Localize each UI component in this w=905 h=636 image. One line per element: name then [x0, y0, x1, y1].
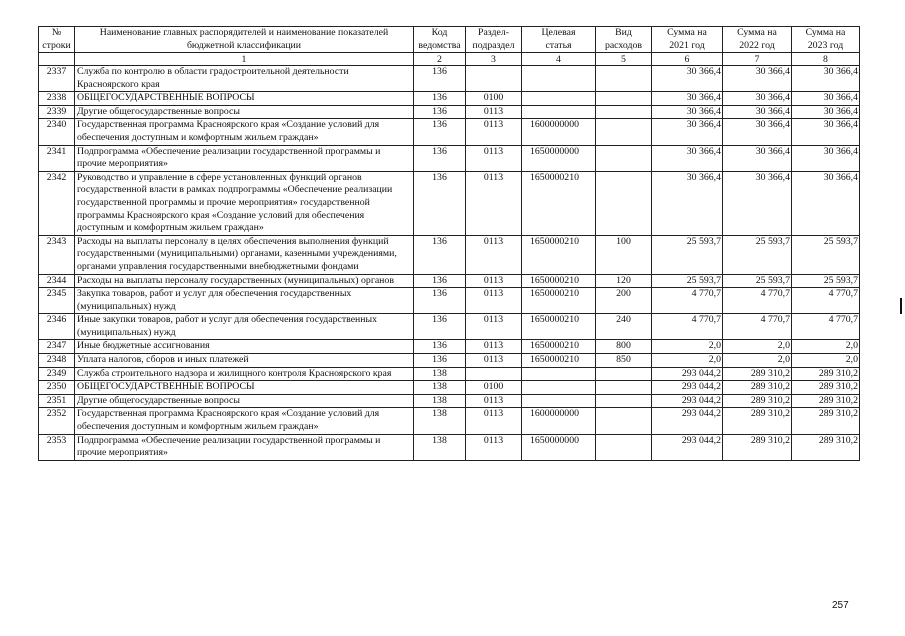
table-row: [39, 119, 860, 145]
sum-2022: 4 770,7: [723, 288, 792, 314]
row-name: Подпрограмма «Обеспечение реализации государственной программы и прочие мероприятия»: [75, 145, 414, 171]
column-number: 6: [652, 53, 723, 66]
sum-2021: 30 366,4: [652, 171, 723, 235]
expense-type: [596, 92, 652, 106]
expense-type: [596, 171, 652, 235]
expense-type: [596, 145, 652, 171]
sum-2023: 30 366,4: [792, 119, 860, 145]
sum-2023: 4 770,7: [792, 314, 860, 340]
department-code: 136: [414, 354, 466, 368]
target-item: 1650000210: [522, 340, 596, 354]
sum-2021: 293 044,2: [652, 394, 723, 408]
sum-2021: 293 044,2: [652, 434, 723, 460]
row-number: 2349: [39, 367, 75, 381]
row-number: 2340: [39, 119, 75, 145]
column-number: 4: [522, 53, 596, 66]
sum-2021: 30 366,4: [652, 145, 723, 171]
target-item: [522, 66, 596, 92]
expense-type: [596, 105, 652, 119]
expense-type: [596, 408, 652, 434]
target-item: 1650000210: [522, 171, 596, 235]
target-item: 1650000000: [522, 434, 596, 460]
row-name: Руководство и управление в сфере установленных функций органов государственной власти в рамках подпрограммы «Обеспечение реализации государственной программы и прочие мероприятия» государственной программы Красноярского края «Создание условий для обеспечения доступным и комфортным жильем граждан»: [75, 171, 414, 235]
table-row: [39, 354, 860, 368]
section-code: 0113: [466, 235, 522, 274]
table-row: [39, 394, 860, 408]
department-code: 136: [414, 171, 466, 235]
table-row: [39, 92, 860, 106]
section-code: 0113: [466, 145, 522, 171]
table-row: [39, 235, 860, 274]
sum-2022: 30 366,4: [723, 119, 792, 145]
target-item: 1650000210: [522, 274, 596, 288]
department-code: 136: [414, 340, 466, 354]
row-number: 2353: [39, 434, 75, 460]
sum-2021: 25 593,7: [652, 235, 723, 274]
row-name: ОБЩЕГОСУДАРСТВЕННЫЕ ВОПРОСЫ: [75, 92, 414, 106]
row-number: 2344: [39, 274, 75, 288]
row-name: Государственная программа Красноярского края «Создание условий для обеспечения доступным и комфортным жильем граждан»: [75, 408, 414, 434]
target-item: 1650000210: [522, 235, 596, 274]
department-code: 138: [414, 434, 466, 460]
table-row: [39, 288, 860, 314]
expense-type: [596, 367, 652, 381]
department-code: 138: [414, 408, 466, 434]
sum-2021: 30 366,4: [652, 105, 723, 119]
row-number: 2343: [39, 235, 75, 274]
sum-2021: 2,0: [652, 354, 723, 368]
department-code: 136: [414, 314, 466, 340]
sum-2022: 30 366,4: [723, 171, 792, 235]
row-name: Другие общегосударственные вопросы: [75, 394, 414, 408]
table-row: [39, 145, 860, 171]
sum-2021: 25 593,7: [652, 274, 723, 288]
sum-2022: 4 770,7: [723, 314, 792, 340]
row-name: Расходы на выплаты персоналу государственных (муниципальных) органов: [75, 274, 414, 288]
sum-2023: 30 366,4: [792, 171, 860, 235]
header-row-number: № строки: [39, 27, 75, 53]
header-sum-2023: Сумма на 2023 год: [792, 27, 860, 53]
table-row: [39, 340, 860, 354]
sum-2023: 289 310,2: [792, 434, 860, 460]
section-code: 0113: [466, 274, 522, 288]
target-item: [522, 381, 596, 395]
sum-2021: 293 044,2: [652, 381, 723, 395]
sum-2022: 30 366,4: [723, 66, 792, 92]
row-number: 2338: [39, 92, 75, 106]
table-row: [39, 408, 860, 434]
row-name: Другие общегосударственные вопросы: [75, 105, 414, 119]
sum-2022: 289 310,2: [723, 381, 792, 395]
row-number: 2346: [39, 314, 75, 340]
sum-2022: 289 310,2: [723, 367, 792, 381]
expense-type: 850: [596, 354, 652, 368]
expense-type: [596, 66, 652, 92]
header-row: [39, 27, 860, 53]
row-number: 2342: [39, 171, 75, 235]
row-name: Иные закупки товаров, работ и услуг для обеспечения государственных (муниципальных) нужд: [75, 314, 414, 340]
sum-2022: 2,0: [723, 354, 792, 368]
row-name: Служба строительного надзора и жилищного контроля Красноярского края: [75, 367, 414, 381]
sum-2023: 30 366,4: [792, 105, 860, 119]
column-number: 8: [792, 53, 860, 66]
header-expense-type: Вид расходов: [596, 27, 652, 53]
section-code: 0113: [466, 119, 522, 145]
expense-type: [596, 381, 652, 395]
budget-table: [38, 26, 860, 461]
sum-2023: 289 310,2: [792, 394, 860, 408]
table-row: [39, 274, 860, 288]
sum-2023: 289 310,2: [792, 367, 860, 381]
expense-type: 120: [596, 274, 652, 288]
table-row: [39, 171, 860, 235]
section-code: 0100: [466, 92, 522, 106]
sum-2022: 30 366,4: [723, 105, 792, 119]
expense-type: [596, 119, 652, 145]
section-code: 0113: [466, 171, 522, 235]
target-item: 1650000210: [522, 288, 596, 314]
sum-2023: 30 366,4: [792, 92, 860, 106]
department-code: 136: [414, 119, 466, 145]
row-number: 2351: [39, 394, 75, 408]
header-section: Раздел- подраздел: [466, 27, 522, 53]
header-target-item: Целевая статья: [522, 27, 596, 53]
row-name: Государственная программа Красноярского края «Создание условий для обеспечения доступным и комфортным жильем граждан»: [75, 119, 414, 145]
table-row: [39, 66, 860, 92]
section-code: [466, 66, 522, 92]
header-department-code: Код ведомства: [414, 27, 466, 53]
section-code: 0113: [466, 408, 522, 434]
sum-2022: 2,0: [723, 340, 792, 354]
sum-2021: 30 366,4: [652, 92, 723, 106]
department-code: 138: [414, 381, 466, 395]
department-code: 136: [414, 92, 466, 106]
sum-2021: 4 770,7: [652, 314, 723, 340]
sum-2022: 25 593,7: [723, 235, 792, 274]
edge-mark: [900, 298, 902, 314]
sum-2021: 2,0: [652, 340, 723, 354]
department-code: 136: [414, 235, 466, 274]
expense-type: [596, 394, 652, 408]
row-number: 2347: [39, 340, 75, 354]
target-item: [522, 394, 596, 408]
sum-2022: 30 366,4: [723, 92, 792, 106]
department-code: 138: [414, 394, 466, 408]
table-row: [39, 381, 860, 395]
department-code: 136: [414, 274, 466, 288]
sum-2021: 30 366,4: [652, 66, 723, 92]
expense-type: 800: [596, 340, 652, 354]
target-item: 1600000000: [522, 119, 596, 145]
sum-2021: 30 366,4: [652, 119, 723, 145]
row-name: Служба по контролю в области градостроительной деятельности Красноярского края: [75, 66, 414, 92]
sum-2023: 25 593,7: [792, 274, 860, 288]
row-number: 2339: [39, 105, 75, 119]
section-code: [466, 367, 522, 381]
department-code: 136: [414, 105, 466, 119]
department-code: 136: [414, 66, 466, 92]
column-number: 7: [723, 53, 792, 66]
section-code: 0113: [466, 105, 522, 119]
row-number: 2337: [39, 66, 75, 92]
sum-2023: 30 366,4: [792, 66, 860, 92]
sum-2022: 289 310,2: [723, 434, 792, 460]
sum-2022: 289 310,2: [723, 408, 792, 434]
sum-2023: 30 366,4: [792, 145, 860, 171]
sum-2023: 289 310,2: [792, 408, 860, 434]
table-row: [39, 105, 860, 119]
sum-2021: 293 044,2: [652, 408, 723, 434]
target-item: [522, 92, 596, 106]
sum-2021: 293 044,2: [652, 367, 723, 381]
page-number: 257: [832, 600, 849, 611]
expense-type: 200: [596, 288, 652, 314]
table-row: [39, 434, 860, 460]
column-number: [39, 53, 75, 66]
row-number: 2352: [39, 408, 75, 434]
section-code: 0113: [466, 314, 522, 340]
sum-2023: 4 770,7: [792, 288, 860, 314]
sum-2023: 2,0: [792, 340, 860, 354]
table-body: [39, 66, 860, 461]
row-name: Иные бюджетные ассигнования: [75, 340, 414, 354]
expense-type: [596, 434, 652, 460]
column-number: 5: [596, 53, 652, 66]
row-number: 2341: [39, 145, 75, 171]
expense-type: 240: [596, 314, 652, 340]
sum-2022: 289 310,2: [723, 394, 792, 408]
row-name: Закупка товаров, работ и услуг для обеспечения государственных (муниципальных) нужд: [75, 288, 414, 314]
section-code: 0100: [466, 381, 522, 395]
sum-2023: 2,0: [792, 354, 860, 368]
column-number: 1: [75, 53, 414, 66]
sum-2023: 289 310,2: [792, 381, 860, 395]
table-row: [39, 314, 860, 340]
section-code: 0113: [466, 434, 522, 460]
department-code: 136: [414, 145, 466, 171]
target-item: [522, 105, 596, 119]
target-item: 1600000000: [522, 408, 596, 434]
sum-2022: 30 366,4: [723, 145, 792, 171]
expense-type: 100: [596, 235, 652, 274]
row-name: Расходы на выплаты персоналу в целях обеспечения выполнения функций государственными (муниципальными) органами, казенными учреждениями, органами управления государственными внебюджетными фондами: [75, 235, 414, 274]
row-number: 2348: [39, 354, 75, 368]
target-item: [522, 367, 596, 381]
header-sum-2021: Сумма на 2021 год: [652, 27, 723, 53]
row-number: 2345: [39, 288, 75, 314]
row-name: ОБЩЕГОСУДАРСТВЕННЫЕ ВОПРОСЫ: [75, 381, 414, 395]
row-name: Уплата налогов, сборов и иных платежей: [75, 354, 414, 368]
section-code: 0113: [466, 340, 522, 354]
sum-2021: 4 770,7: [652, 288, 723, 314]
target-item: 1650000210: [522, 354, 596, 368]
section-code: 0113: [466, 354, 522, 368]
table-row: [39, 367, 860, 381]
column-number-row: [39, 53, 860, 66]
section-code: 0113: [466, 288, 522, 314]
row-name: Подпрограмма «Обеспечение реализации государственной программы и прочие мероприятия»: [75, 434, 414, 460]
sum-2022: 25 593,7: [723, 274, 792, 288]
column-number: 3: [466, 53, 522, 66]
header-sum-2022: Сумма на 2022 год: [723, 27, 792, 53]
header-name: Наименование главных распорядителей и наименование показателей бюджетной классификации: [75, 27, 414, 53]
target-item: 1650000210: [522, 314, 596, 340]
department-code: 136: [414, 288, 466, 314]
department-code: 138: [414, 367, 466, 381]
column-number: 2: [414, 53, 466, 66]
sum-2023: 25 593,7: [792, 235, 860, 274]
section-code: 0113: [466, 394, 522, 408]
target-item: 1650000000: [522, 145, 596, 171]
row-number: 2350: [39, 381, 75, 395]
